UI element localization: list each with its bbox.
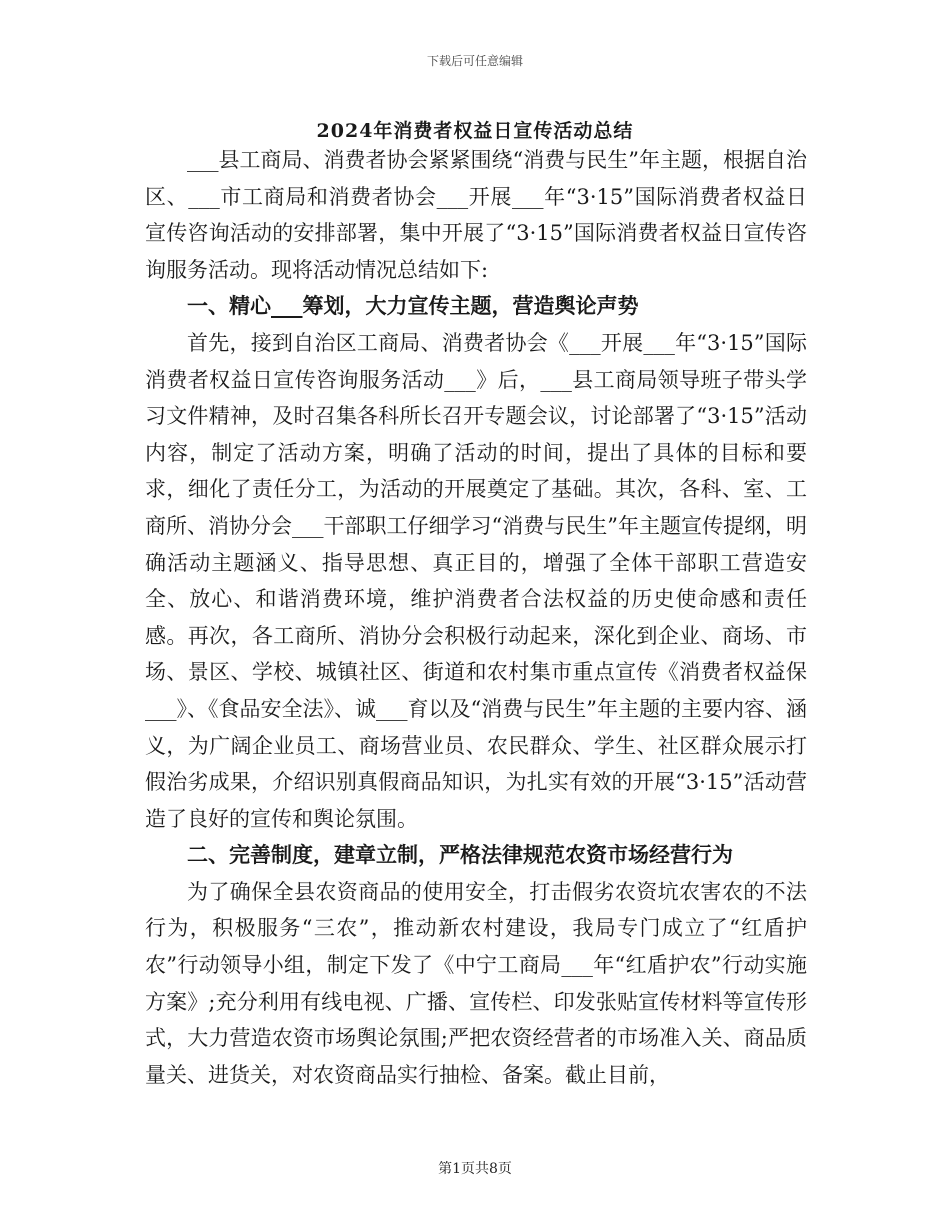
header-note: 下载后可任意编辑 xyxy=(426,54,523,68)
section-heading-2: 二、完善制度，建章立制，严格法律规范农资市场经营行为 xyxy=(187,842,733,868)
document-body xyxy=(145,142,807,1093)
section-heading-1: 一、精心___筹划，大力宣传主题，营造舆论声势 xyxy=(187,293,639,319)
intro-paragraph: ___县工商局、消费者协会紧紧围绕“消费与民生”年主题，根据自治区、___市工商局和消费者协会___开展___年“3·15”国际消费者权益日宣传咨询活动的安排部署，集中开展了“3·15”国际消费者权益日宣传咨询服务活动。现将活动情况总结如下: xyxy=(145,148,807,282)
section-2-paragraph: 为了确保全县农资商品的使用安全，打击假劣农资坑农害农的不法行为，积极服务“三农”，推动新农村建设，我局专门成立了“红盾护农”行动领导小组，制定下发了《中宁工商局___年“红盾护农”行动实施方案》;充分利用有线电视、广播、宣传栏、印发张贴宣传材料等宣传形式，大力营造农资市场舆论氛围;严把农资经营者的市场准入关、商品质量关、进货关，对农资商品实行抽检、备案。截止目前， xyxy=(145,879,807,1087)
page-number-footer: 第1页共8页 xyxy=(438,1161,512,1177)
section-1-paragraph: 首先，接到自治区工商局、消费者协会《___开展___年“3·15”国际消费者权益日宣传咨询服务活动___》后，___县工商局领导班子带头学习文件精神，及时召集各科所长召开专题会议，讨论部署了“3·15”活动内容，制定了活动方案，明确了活动的时间，提出了具体的目标和要求，细化了责任分工，为活动的开展奠定了基础。其次，各科、室、工商所、消协分会___干部职工仔细学习“消费与民生”年主题宣传提纲，明确活动主题涵义、指导思想、真正目的，增强了全体干部职工营造安全、放心、和谐消费环境，维护消费者合法权益的历史使命感和责任感。再次，各工商所、消协分会积极行动起来，深化到企业、商场、市场、景区、学校、城镇社区、街道和农村集市重点宣传《消费者权益保___》、《食品安全法》、诚___育以及“消费与民生”年主题的主要内容、涵义，为广阔企业员工、商场营业员、农民群众、学生、社区群众展示打假治劣成果，介绍识别真假商品知识，为扎实有效的开展“3·15”活动营造了良好的宣传和舆论氛围。 xyxy=(145,330,807,831)
document-title: 2024年消费者权益日宣传活动总结 xyxy=(316,120,634,142)
